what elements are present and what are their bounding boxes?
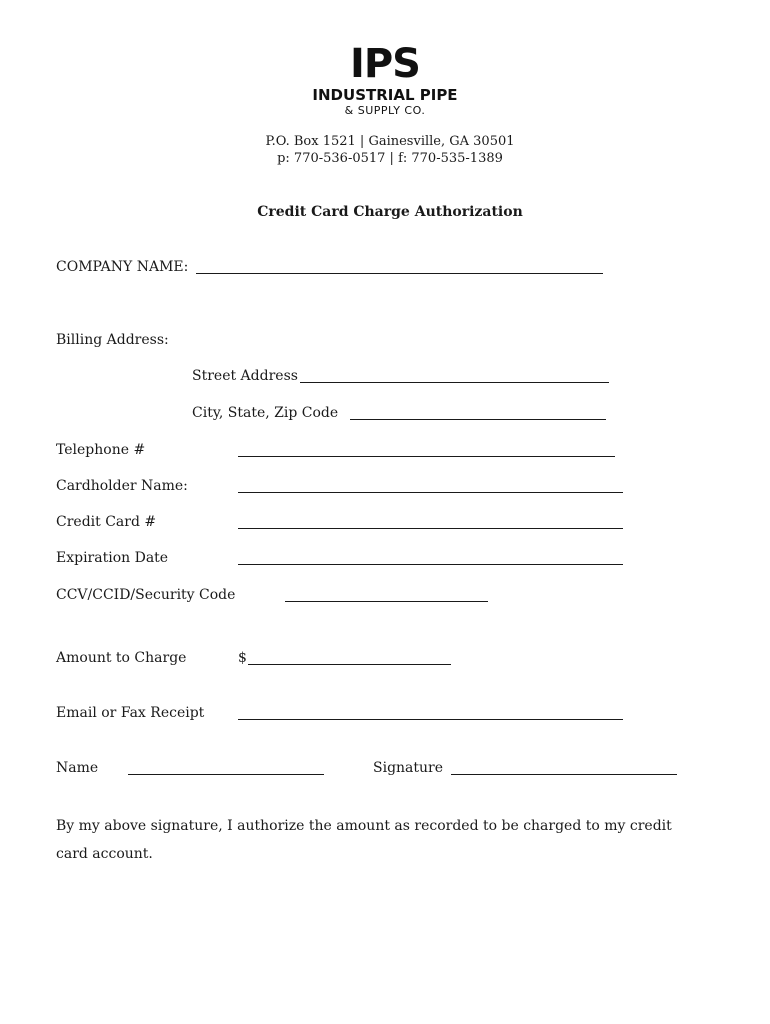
telephone-label: Telephone # bbox=[56, 442, 146, 458]
currency-symbol: $ bbox=[238, 650, 247, 666]
billing-address-label: Billing Address: bbox=[56, 332, 169, 348]
company-logo-subtitle: & SUPPLY CO. bbox=[344, 104, 426, 117]
authorization-statement: By my above signature, I authorize the amount as recorded to be charged to my credit card account. bbox=[56, 818, 672, 862]
credit-card-field[interactable] bbox=[238, 528, 623, 529]
company-address: P.O. Box 1521 | Gainesville, GA 30501 bbox=[265, 134, 515, 149]
company-phone-fax: p: 770-536-0517 | f: 770-535-1389 bbox=[277, 151, 503, 166]
company-name-label: COMPANY NAME: bbox=[56, 259, 189, 275]
street-address-label: Street Address bbox=[192, 368, 298, 384]
name-label: Name bbox=[56, 760, 99, 776]
telephone-field[interactable] bbox=[238, 456, 615, 457]
expiration-date-label: Expiration Date bbox=[56, 550, 169, 566]
amount-field[interactable] bbox=[248, 664, 451, 665]
company-logo-name: INDUSTRIAL PIPE bbox=[312, 86, 458, 104]
company-name-field[interactable] bbox=[196, 273, 603, 274]
city-state-zip-field[interactable] bbox=[350, 419, 606, 420]
city-state-zip-label: City, State, Zip Code bbox=[192, 405, 339, 421]
company-logo-mark: IPS bbox=[349, 41, 420, 87]
email-fax-receipt-field[interactable] bbox=[238, 719, 623, 720]
credit-card-label: Credit Card # bbox=[56, 514, 157, 530]
amount-to-charge-label: Amount to Charge bbox=[56, 650, 187, 666]
security-code-label: CCV/CCID/Security Code bbox=[56, 587, 236, 603]
cardholder-name-field[interactable] bbox=[238, 492, 623, 493]
cardholder-name-label: Cardholder Name: bbox=[56, 478, 188, 494]
security-code-field[interactable] bbox=[285, 601, 488, 602]
street-address-field[interactable] bbox=[300, 382, 609, 383]
email-fax-receipt-label: Email or Fax Receipt bbox=[56, 705, 205, 721]
name-field[interactable] bbox=[128, 774, 324, 775]
signature-label: Signature bbox=[373, 760, 444, 776]
expiration-date-field[interactable] bbox=[238, 564, 623, 565]
signature-field[interactable] bbox=[451, 774, 677, 775]
form-title: Credit Card Charge Authorization bbox=[257, 204, 523, 220]
